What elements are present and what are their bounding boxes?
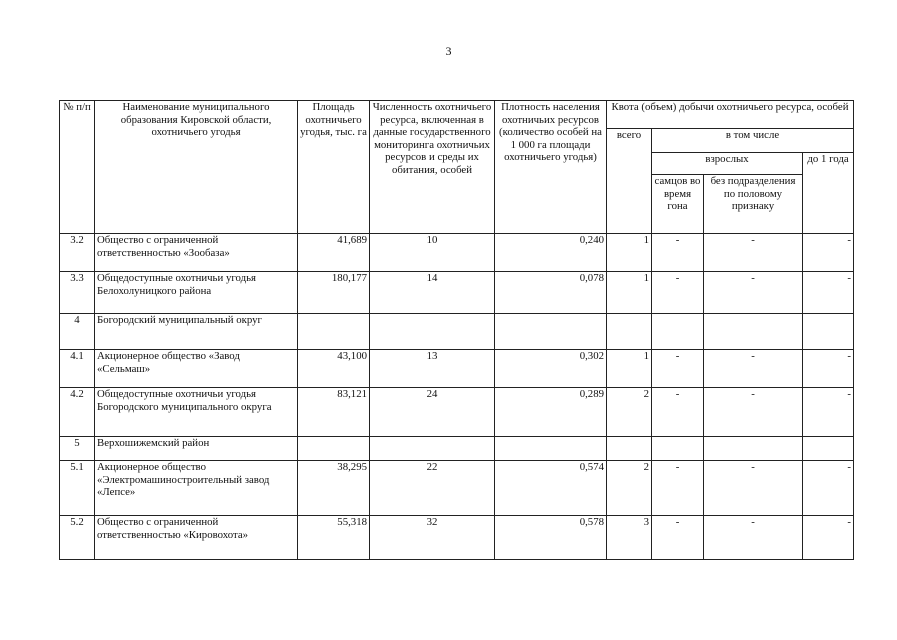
row-name: Богородский муниципальный округ bbox=[95, 314, 298, 350]
row-count: 32 bbox=[370, 516, 495, 560]
row-under1: - bbox=[803, 234, 854, 272]
row-area: 83,121 bbox=[298, 388, 370, 437]
row-area bbox=[298, 437, 370, 461]
header-quota: Квота (объем) добычи охотничьего ресурса, особей bbox=[607, 101, 854, 129]
row-under1: - bbox=[803, 516, 854, 560]
row-count: 13 bbox=[370, 350, 495, 388]
table-header bbox=[60, 101, 854, 234]
row-nosex: - bbox=[704, 516, 803, 560]
header-density: Плотность населения охотничьих ресурсов (количество особей на 1 000 га площади охотничьего угодья) bbox=[495, 101, 607, 234]
row-name: Верхошижемский район bbox=[95, 437, 298, 461]
row-males bbox=[652, 437, 704, 461]
row-count: 10 bbox=[370, 234, 495, 272]
row-total: 1 bbox=[607, 234, 652, 272]
row-males: - bbox=[652, 516, 704, 560]
row-nosex bbox=[704, 314, 803, 350]
row-num: 3.2 bbox=[60, 234, 95, 272]
table-row bbox=[60, 516, 854, 560]
row-total bbox=[607, 314, 652, 350]
header-total: всего bbox=[607, 129, 652, 234]
row-name: Акционерное общество «Завод «Сельмаш» bbox=[95, 350, 298, 388]
row-density: 0,302 bbox=[495, 350, 607, 388]
row-num: 5.1 bbox=[60, 461, 95, 516]
row-total: 1 bbox=[607, 350, 652, 388]
row-males: - bbox=[652, 350, 704, 388]
row-density: 0,289 bbox=[495, 388, 607, 437]
row-name: Акционерное общество «Электромашиностроительный завод «Лепсе» bbox=[95, 461, 298, 516]
row-area: 43,100 bbox=[298, 350, 370, 388]
row-name: Общедоступные охотничьи угодья Богородского муниципального округа bbox=[95, 388, 298, 437]
header-adults: взрослых bbox=[652, 153, 803, 175]
table-row bbox=[60, 234, 854, 272]
row-count bbox=[370, 314, 495, 350]
row-density bbox=[495, 437, 607, 461]
row-name: Общество с ограниченной ответственностью «Зообаза» bbox=[95, 234, 298, 272]
row-nosex bbox=[704, 437, 803, 461]
row-count: 22 bbox=[370, 461, 495, 516]
row-under1: - bbox=[803, 388, 854, 437]
row-total bbox=[607, 437, 652, 461]
row-males: - bbox=[652, 234, 704, 272]
table-body bbox=[60, 234, 854, 560]
row-num: 5.2 bbox=[60, 516, 95, 560]
row-num: 3.3 bbox=[60, 272, 95, 314]
table-row bbox=[60, 437, 854, 461]
row-num: 5 bbox=[60, 437, 95, 461]
row-density: 0,078 bbox=[495, 272, 607, 314]
row-under1: - bbox=[803, 461, 854, 516]
row-males bbox=[652, 314, 704, 350]
row-name: Общество с ограниченной ответственностью «Кировохота» bbox=[95, 516, 298, 560]
header-count: Численность охотничьего ресурса, включенная в данные государственного мониторинга охотничьих ресурсов и среды их обитания, особей bbox=[370, 101, 495, 234]
row-under1: - bbox=[803, 272, 854, 314]
row-density: 0,574 bbox=[495, 461, 607, 516]
header-under1: до 1 года bbox=[803, 153, 854, 234]
row-count bbox=[370, 437, 495, 461]
row-under1 bbox=[803, 314, 854, 350]
row-total: 2 bbox=[607, 388, 652, 437]
quota-table bbox=[59, 100, 854, 560]
row-density: 0,578 bbox=[495, 516, 607, 560]
row-under1 bbox=[803, 437, 854, 461]
header-incl: в том числе bbox=[652, 129, 854, 153]
row-nosex: - bbox=[704, 388, 803, 437]
row-area: 180,177 bbox=[298, 272, 370, 314]
row-density bbox=[495, 314, 607, 350]
row-males: - bbox=[652, 272, 704, 314]
table-row bbox=[60, 314, 854, 350]
header-males: самцов во время гона bbox=[652, 175, 704, 234]
row-total: 2 bbox=[607, 461, 652, 516]
header-nosex: без подразделения по половому признаку bbox=[704, 175, 803, 234]
row-num: 4.1 bbox=[60, 350, 95, 388]
table-row bbox=[60, 272, 854, 314]
header-num: № п/п bbox=[60, 101, 95, 234]
row-nosex: - bbox=[704, 272, 803, 314]
row-total: 3 bbox=[607, 516, 652, 560]
table-row bbox=[60, 461, 854, 516]
row-density: 0,240 bbox=[495, 234, 607, 272]
row-area: 38,295 bbox=[298, 461, 370, 516]
row-nosex: - bbox=[704, 461, 803, 516]
row-area: 41,689 bbox=[298, 234, 370, 272]
row-num: 4.2 bbox=[60, 388, 95, 437]
row-nosex: - bbox=[704, 234, 803, 272]
row-total: 1 bbox=[607, 272, 652, 314]
page-number: 3 bbox=[445, 44, 452, 58]
row-area bbox=[298, 314, 370, 350]
row-count: 24 bbox=[370, 388, 495, 437]
row-under1: - bbox=[803, 350, 854, 388]
row-count: 14 bbox=[370, 272, 495, 314]
header-area: Площадь охотничьего угодья, тыс. га bbox=[298, 101, 370, 234]
row-name: Общедоступные охотничьи угодья Белохолуницкого района bbox=[95, 272, 298, 314]
table-row bbox=[60, 388, 854, 437]
row-area: 55,318 bbox=[298, 516, 370, 560]
table-row bbox=[60, 350, 854, 388]
row-nosex: - bbox=[704, 350, 803, 388]
row-males: - bbox=[652, 461, 704, 516]
row-males: - bbox=[652, 388, 704, 437]
header-name: Наименование муниципального образования Кировской области, охотничьего угодья bbox=[95, 101, 298, 234]
row-num: 4 bbox=[60, 314, 95, 350]
